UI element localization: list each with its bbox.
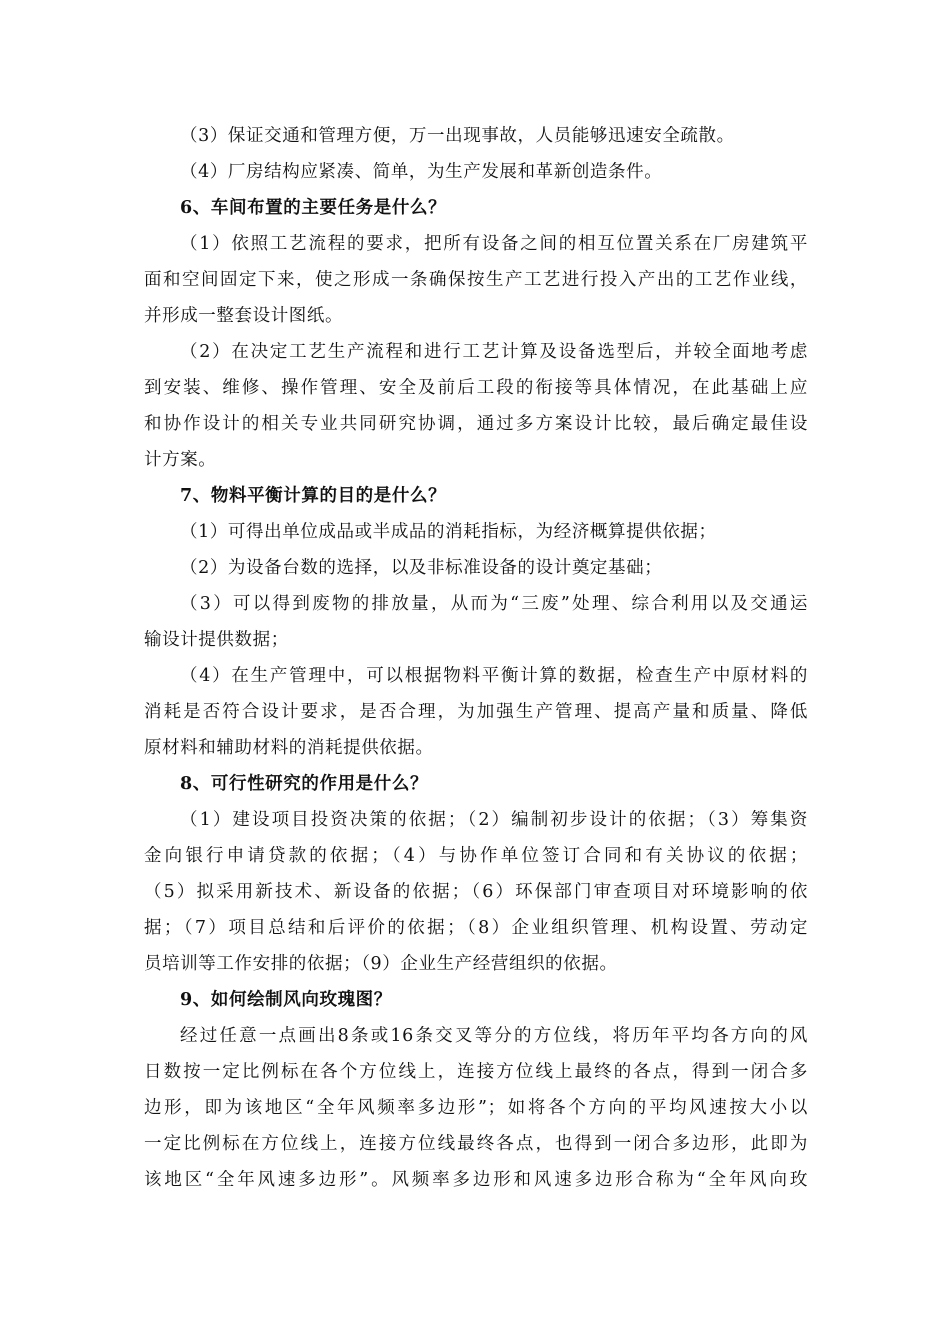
paragraph-line: 日数按一定比例标在各个方位线上，连接方位线上最终的各点，得到一闭合多 <box>144 1062 808 1082</box>
paragraph-line: （1）建设项目投资决策的依据；（2）编制初步设计的依据；（3）筹集资 <box>180 810 808 830</box>
paragraph-line: （4）在生产管理中，可以根据物料平衡计算的数据，检查生产中原材料的 <box>180 666 808 686</box>
paragraph-line: （3）可以得到废物的排放量，从而为“三废”处理、综合利用以及交通运 <box>180 594 808 614</box>
paragraph-line: 经过任意一点画出8条或16条交叉等分的方位线，将历年平均各方向的风 <box>180 1026 808 1046</box>
paragraph-line: 一定比例标在方位线上，连接方位线最终各点，也得到一闭合多边形，此即为 <box>144 1134 808 1154</box>
paragraph-line: 输设计提供数据； <box>144 630 289 650</box>
paragraph-line: 消耗是否符合设计要求，是否合理，为加强生产管理、提高产量和质量、降低 <box>144 702 808 722</box>
paragraph-line: 该地区“全年风速多边形”。风频率多边形和风速多边形合称为“全年风向玫 <box>144 1170 808 1190</box>
paragraph-line: 原材料和辅助材料的消耗提供依据。 <box>144 738 434 758</box>
section-heading-9: 9、如何绘制风向玫瑰图？ <box>180 990 392 1010</box>
paragraph-line: （4）厂房结构应紧凑、简单，为生产发展和革新创造条件。 <box>180 162 663 182</box>
paragraph-line: 边形，即为该地区“全年风频率多边形”；如将各个方向的平均风速按大小以 <box>144 1098 808 1118</box>
paragraph-line: （2）为设备台数的选择，以及非标准设备的设计奠定基础； <box>180 558 663 578</box>
document-body <box>144 118 808 1198</box>
paragraph-line: （1）依照工艺流程的要求，把所有设备之间的相互位置关系在厂房建筑平 <box>180 234 808 254</box>
paragraph-line: （5）拟采用新技术、新设备的依据；（6）环保部门审查项目对环境影响的依 <box>144 882 808 902</box>
section-heading-7: 7、物料平衡计算的目的是什么？ <box>180 486 447 506</box>
paragraph-line: （3）保证交通和管理方便，万一出现事故，人员能够迅速安全疏散。 <box>180 126 735 146</box>
paragraph-line: 到安装、维修、操作管理、安全及前后工段的衔接等具体情况，在此基础上应 <box>144 378 808 398</box>
paragraph-line: 金向银行申请贷款的依据；（4）与协作单位签订合同和有关协议的依据； <box>144 846 808 866</box>
paragraph-line: 面和空间固定下来，使之形成一条确保按生产工艺进行投入产出的工艺作业线， <box>144 270 808 290</box>
paragraph-line: 据；（7）项目总结和后评价的依据；（8）企业组织管理、机构设置、劳动定 <box>144 918 808 938</box>
paragraph-line: 计方案。 <box>144 450 217 470</box>
paragraph-line: （2）在决定工艺生产流程和进行工艺计算及设备选型后，并较全面地考虑 <box>180 342 808 362</box>
paragraph-line: 和协作设计的相关专业共同研究协调，通过多方案设计比较，最后确定最佳设 <box>144 414 808 434</box>
paragraph-line: 员培训等工作安排的依据；（9）企业生产经营组织的依据。 <box>144 954 618 974</box>
section-heading-8: 8、可行性研究的作用是什么？ <box>180 774 429 794</box>
paragraph-line: 并形成一整套设计图纸。 <box>144 306 344 326</box>
section-heading-6: 6、车间布置的主要任务是什么？ <box>180 198 447 218</box>
paragraph-line: （1）可得出单位成品或半成品的消耗指标，为经济概算提供依据； <box>180 522 717 542</box>
